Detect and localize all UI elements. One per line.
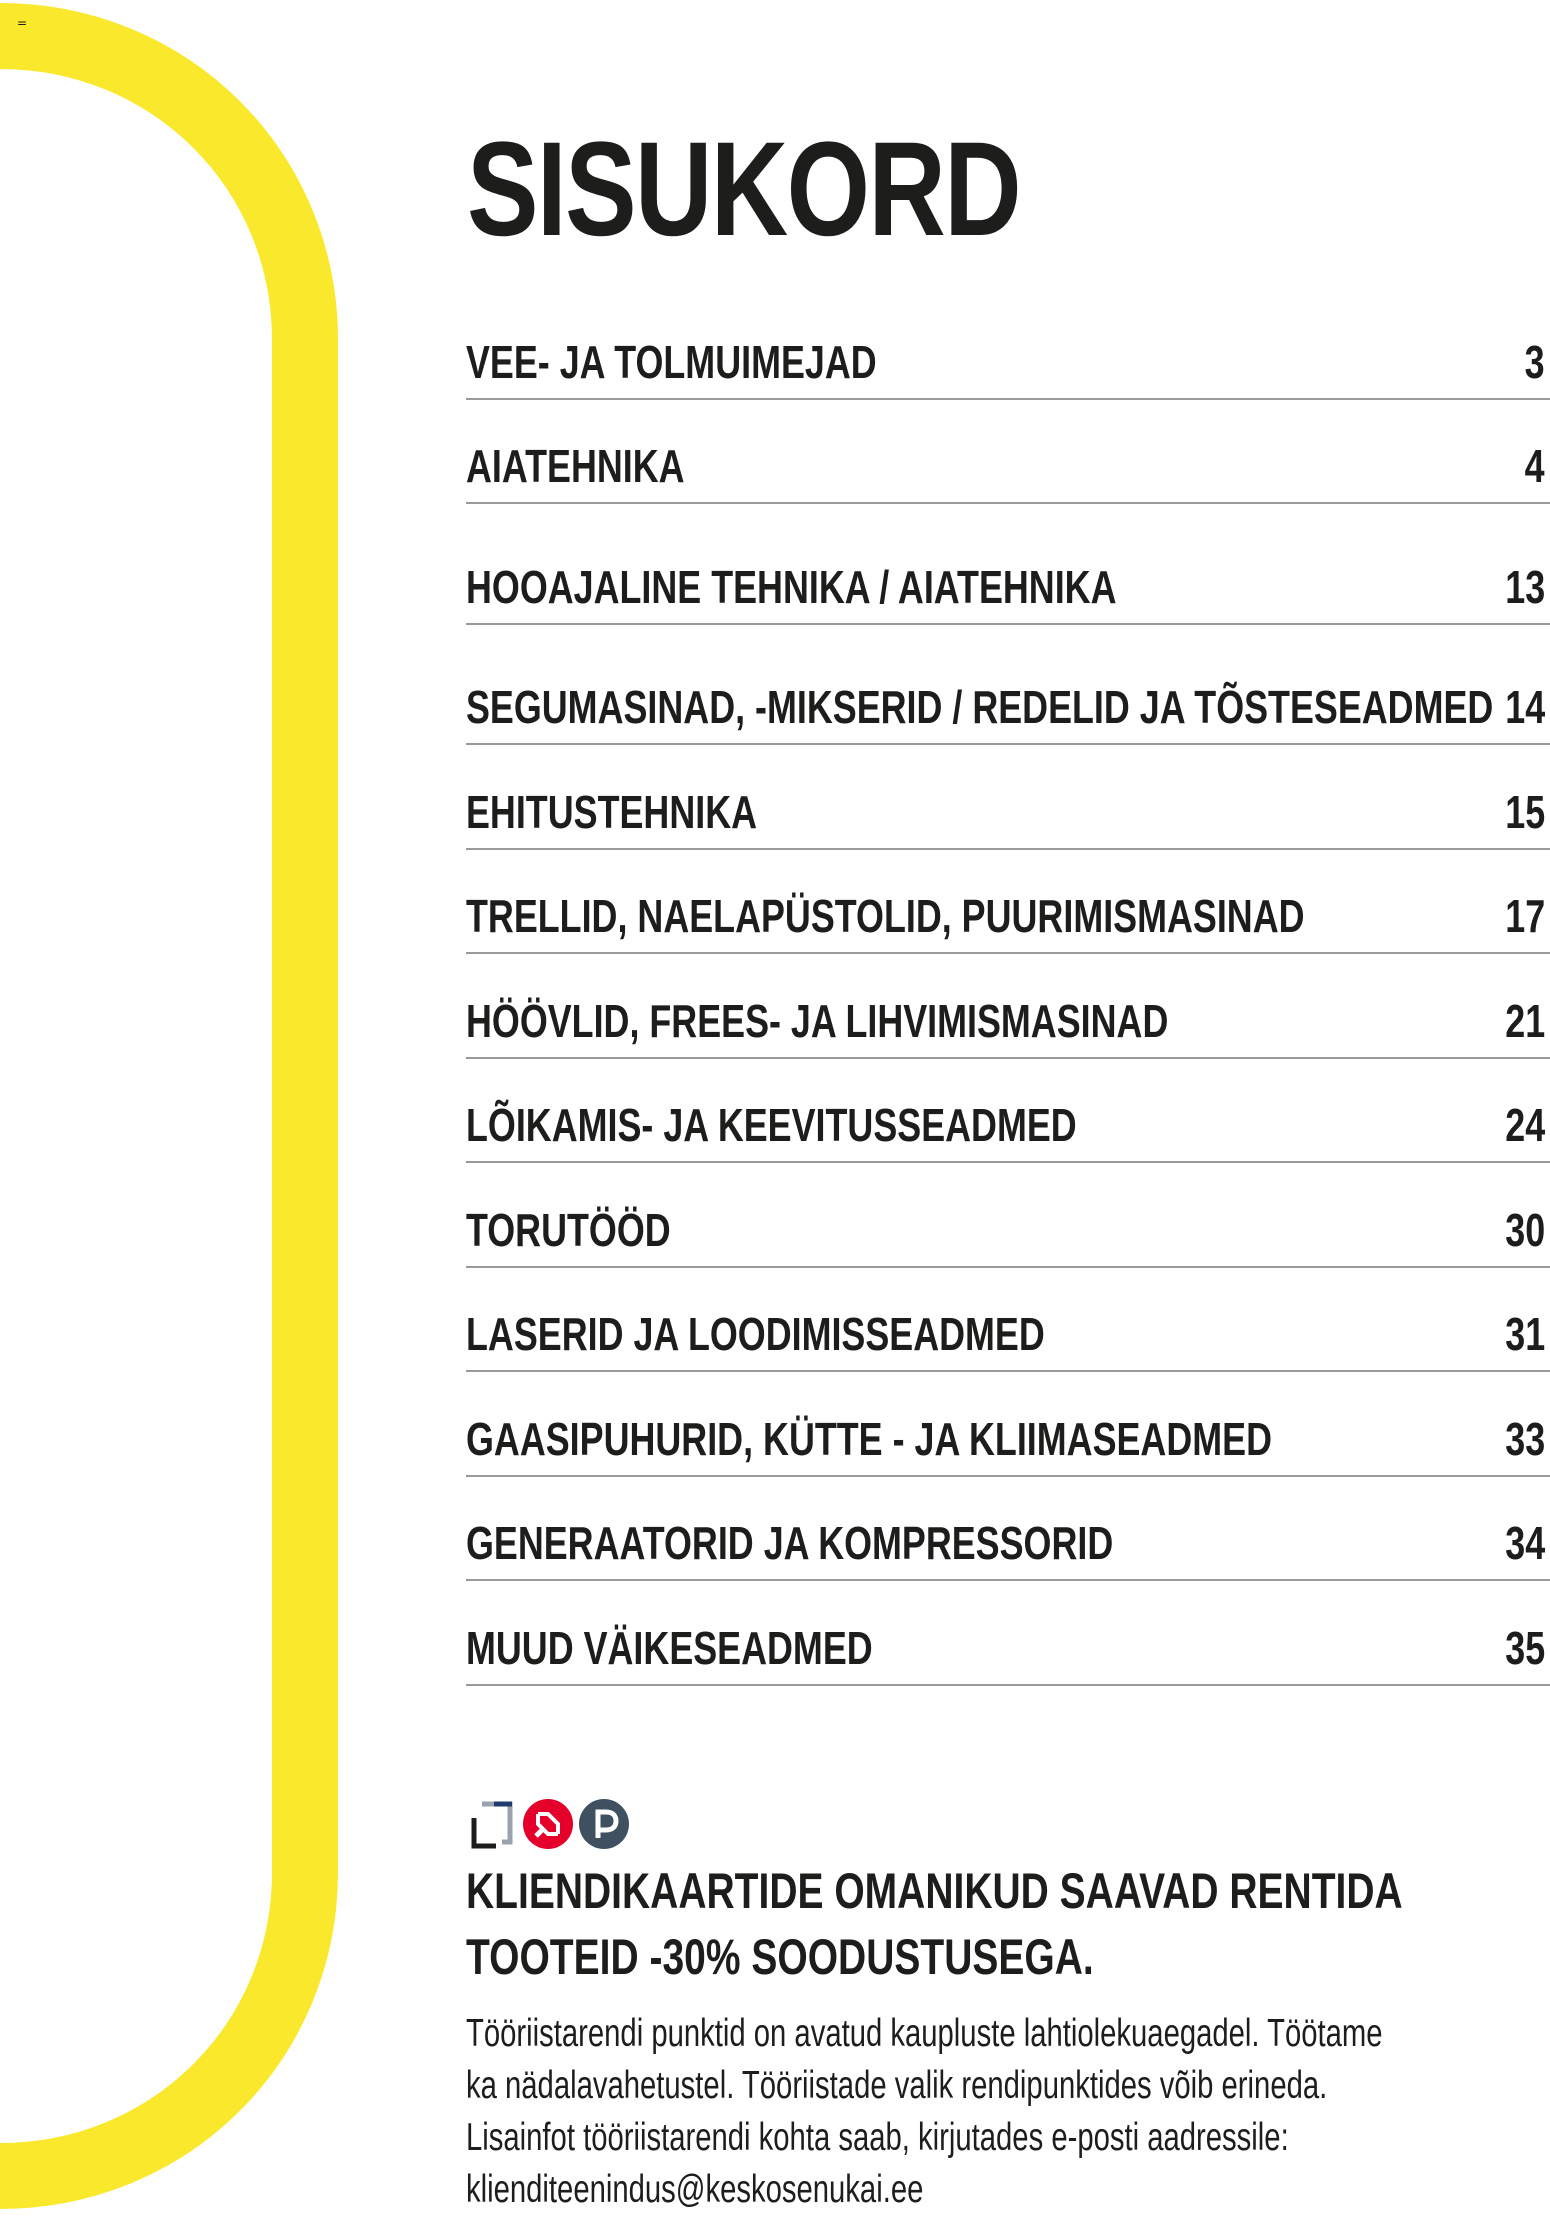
toc-label: SEGUMASINAD, -MIKSERID / REDELID JA TÕSTESEADMED [466, 681, 1494, 733]
toc-page-number: 4 [1525, 440, 1545, 492]
hammer-pin-logo-icon [522, 1798, 574, 1850]
toc-row[interactable] [466, 641, 1550, 745]
toc-page-number: 31 [1505, 1308, 1545, 1360]
promo-line: KLIENDIKAARTIDE OMANIKUD SAAVAD RENTIDA [466, 1863, 1403, 1919]
promo-line: TOOTEID -30% SOODUSTUSEGA. [466, 1929, 1094, 1985]
info-line: Tööriistarendi punktid on avatud kaupluste lahtiolekuaegadel. Töötame [466, 2012, 1383, 2055]
toc-row[interactable] [466, 1059, 1550, 1163]
toc-row[interactable] [466, 400, 1550, 504]
toc-row[interactable] [466, 1164, 1550, 1268]
toc-page-number: 33 [1505, 1413, 1545, 1465]
toc-page-number: 21 [1505, 995, 1545, 1047]
toc-page-number: 3 [1525, 336, 1545, 388]
page-title: SISUKORD [467, 115, 1021, 264]
toc-row[interactable] [466, 1477, 1550, 1581]
toc-label: MUUD VÄIKESEADMED [466, 1622, 873, 1674]
toc-page-number: 17 [1505, 890, 1545, 942]
toc-label: VEE- JA TOLMUIMEJAD [466, 336, 877, 388]
loyalty-card-logos [466, 1798, 626, 1850]
toc-label: LÕIKAMIS- JA KEEVITUSSEADMED [466, 1099, 1077, 1151]
p-circle-logo-icon [578, 1798, 630, 1850]
toc-row[interactable] [466, 1582, 1550, 1686]
toc-label: GENERAATORID JA KOMPRESSORID [466, 1517, 1114, 1569]
toc-page-number: 34 [1505, 1517, 1545, 1569]
info-text [466, 2008, 1383, 2216]
toc-row[interactable] [466, 296, 1550, 400]
contact-email[interactable]: klienditeenindus@keskosenukai.ee [466, 2168, 924, 2211]
toc-row[interactable] [466, 521, 1550, 625]
toc-label: AIATEHNIKA [466, 440, 685, 492]
toc-row[interactable] [466, 955, 1550, 1059]
toc-row[interactable] [466, 746, 1550, 850]
promo-text [466, 1858, 1403, 1990]
info-line: ka nädalavahetustel. Tööriistade valik rendipunktides võib erineda. [466, 2064, 1328, 2107]
toc-page-number: 13 [1505, 561, 1545, 613]
toc-label: EHITUSTEHNIKA [466, 786, 758, 838]
toc-page-number: 35 [1505, 1622, 1545, 1674]
corner-mark: = [17, 16, 28, 30]
toc-row[interactable] [466, 1373, 1550, 1477]
toc-label: TRELLID, NAELAPÜSTOLID, PUURIMISMASINAD [466, 890, 1305, 942]
toc-label: HÖÖVLID, FREES- JA LIHVIMISMASINAD [466, 995, 1169, 1047]
toc-label: TORUTÖÖD [466, 1204, 671, 1256]
toc-page-number: 30 [1505, 1204, 1545, 1256]
toc-label: GAASIPUHURID, KÜTTE - JA KLIIMASEADMED [466, 1413, 1272, 1465]
toc-label: LASERID JA LOODIMISSEADMED [466, 1308, 1045, 1360]
toc-row[interactable] [466, 1268, 1550, 1372]
info-line: Lisainfot tööriistarendi kohta saab, kirjutades e-posti aadressile: [466, 2116, 1289, 2159]
toc-page-number: 15 [1505, 786, 1545, 838]
toc-page-number: 24 [1505, 1099, 1545, 1151]
bracket-logo-icon [466, 1798, 518, 1850]
toc-page-number: 14 [1505, 681, 1545, 733]
toc-label: HOOAJALINE TEHNIKA / AIATEHNIKA [466, 561, 1117, 613]
toc-row[interactable] [466, 850, 1550, 954]
